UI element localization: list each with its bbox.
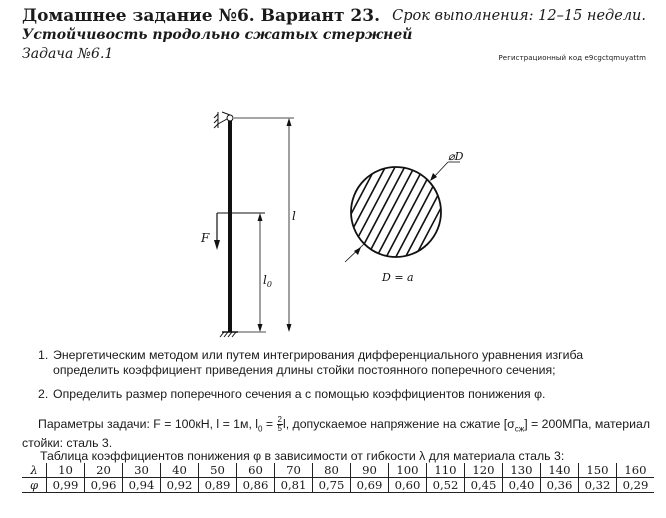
length-l-label: l xyxy=(292,209,296,223)
table-cell-phi: 0,96 xyxy=(85,478,123,493)
table-cell-phi: 0,69 xyxy=(351,478,389,493)
section-label: D = a xyxy=(382,271,414,284)
table-cell-phi: 0,86 xyxy=(237,478,275,493)
cross-section xyxy=(309,125,495,329)
table-cell-phi: 0,36 xyxy=(541,478,579,493)
table-cell-phi: 0,40 xyxy=(503,478,541,493)
table-cell-lambda: 120 xyxy=(465,463,503,478)
force-arrow xyxy=(214,213,265,250)
task-number: Задача №6.1 xyxy=(22,46,114,62)
registration-code: Регистрационный код e9cgctqmuyattm xyxy=(498,54,646,62)
list-item xyxy=(38,348,642,378)
table-cell-phi: 0,81 xyxy=(275,478,313,493)
row-label: φ xyxy=(29,478,39,492)
column-rod xyxy=(228,121,232,332)
page-title: Домашнее задание №6. Вариант 23. xyxy=(22,6,381,26)
dimension-l xyxy=(234,118,294,332)
table-cell-phi: 0,99 xyxy=(47,478,85,493)
force-label: F xyxy=(201,231,210,245)
table-cell-lambda: 40 xyxy=(161,463,199,478)
table-caption: Таблица коэффициентов понижения φ в зависимости от гибкости λ для материала сталь 3: xyxy=(40,449,565,463)
table-cell-phi: 0,60 xyxy=(389,478,427,493)
row-label: λ xyxy=(22,463,47,478)
fixed-support-icon xyxy=(220,332,238,337)
table-cell-phi: 0,89 xyxy=(199,478,237,493)
list-item-number: 1. xyxy=(38,348,49,362)
list-item-text: Определить размер поперечного сечения a с помощью коэффициентов понижения φ. xyxy=(53,387,546,401)
parameters-paragraph: Параметры задачи: F = 100кН, l = 1м, $l_0$ = $\frac{2}{5}$ l, допускаемое напряжение на сжатие $[\sigma_{сж}] = 200МПа$, материал стойки: сталь 3. xyxy=(22,415,650,451)
table-row-phi xyxy=(22,478,654,493)
length-l0-label: $l_0$ xyxy=(263,273,272,289)
list-item-text: Энергетическим методом или путем интегрирования дифференциального уравнения изгиба определить коэффициент приведения длины стойки постоянного поперечного сечения; xyxy=(53,348,584,377)
table-cell-lambda: 30 xyxy=(123,463,161,478)
list-item-number: 2. xyxy=(38,387,49,401)
table-cell-lambda: 90 xyxy=(351,463,389,478)
table-cell-phi: 0,45 xyxy=(465,478,503,493)
table-cell-lambda: 160 xyxy=(617,463,655,478)
table-cell-lambda: 80 xyxy=(313,463,351,478)
fraction: $\frac{2}{5}$ xyxy=(277,415,282,433)
coefficients-table xyxy=(22,463,654,493)
table-cell-phi: 0,32 xyxy=(579,478,617,493)
table-cell-lambda: 100 xyxy=(389,463,427,478)
table-cell-phi: 0,52 xyxy=(427,478,465,493)
list-item xyxy=(38,387,642,402)
table-cell-lambda: 10 xyxy=(47,463,85,478)
table-cell-lambda: 20 xyxy=(85,463,123,478)
section-hatching xyxy=(309,125,495,329)
tasks-list xyxy=(38,348,642,411)
column-scheme xyxy=(200,112,296,337)
table-cell-lambda: 50 xyxy=(199,463,237,478)
table-row-lambda xyxy=(22,463,654,478)
dimension-l0 xyxy=(234,213,266,332)
table-cell-lambda: 60 xyxy=(237,463,275,478)
table-cell-phi: 0,94 xyxy=(123,478,161,493)
page-subtitle: Устойчивость продольно сжатых стержней xyxy=(22,27,413,43)
table-cell-phi: 0,92 xyxy=(161,478,199,493)
table-cell-lambda: 130 xyxy=(503,463,541,478)
table-cell-lambda: 150 xyxy=(579,463,617,478)
table-cell-lambda: 70 xyxy=(275,463,313,478)
table-cell-lambda: 110 xyxy=(427,463,465,478)
diameter-label: ⌀D xyxy=(448,150,464,163)
deadline: Срок выполнения: 12–15 недели. xyxy=(392,8,646,24)
table-cell-phi: 0,75 xyxy=(313,478,351,493)
table-cell-lambda: 140 xyxy=(541,463,579,478)
table-cell-phi: 0,29 xyxy=(617,478,655,493)
